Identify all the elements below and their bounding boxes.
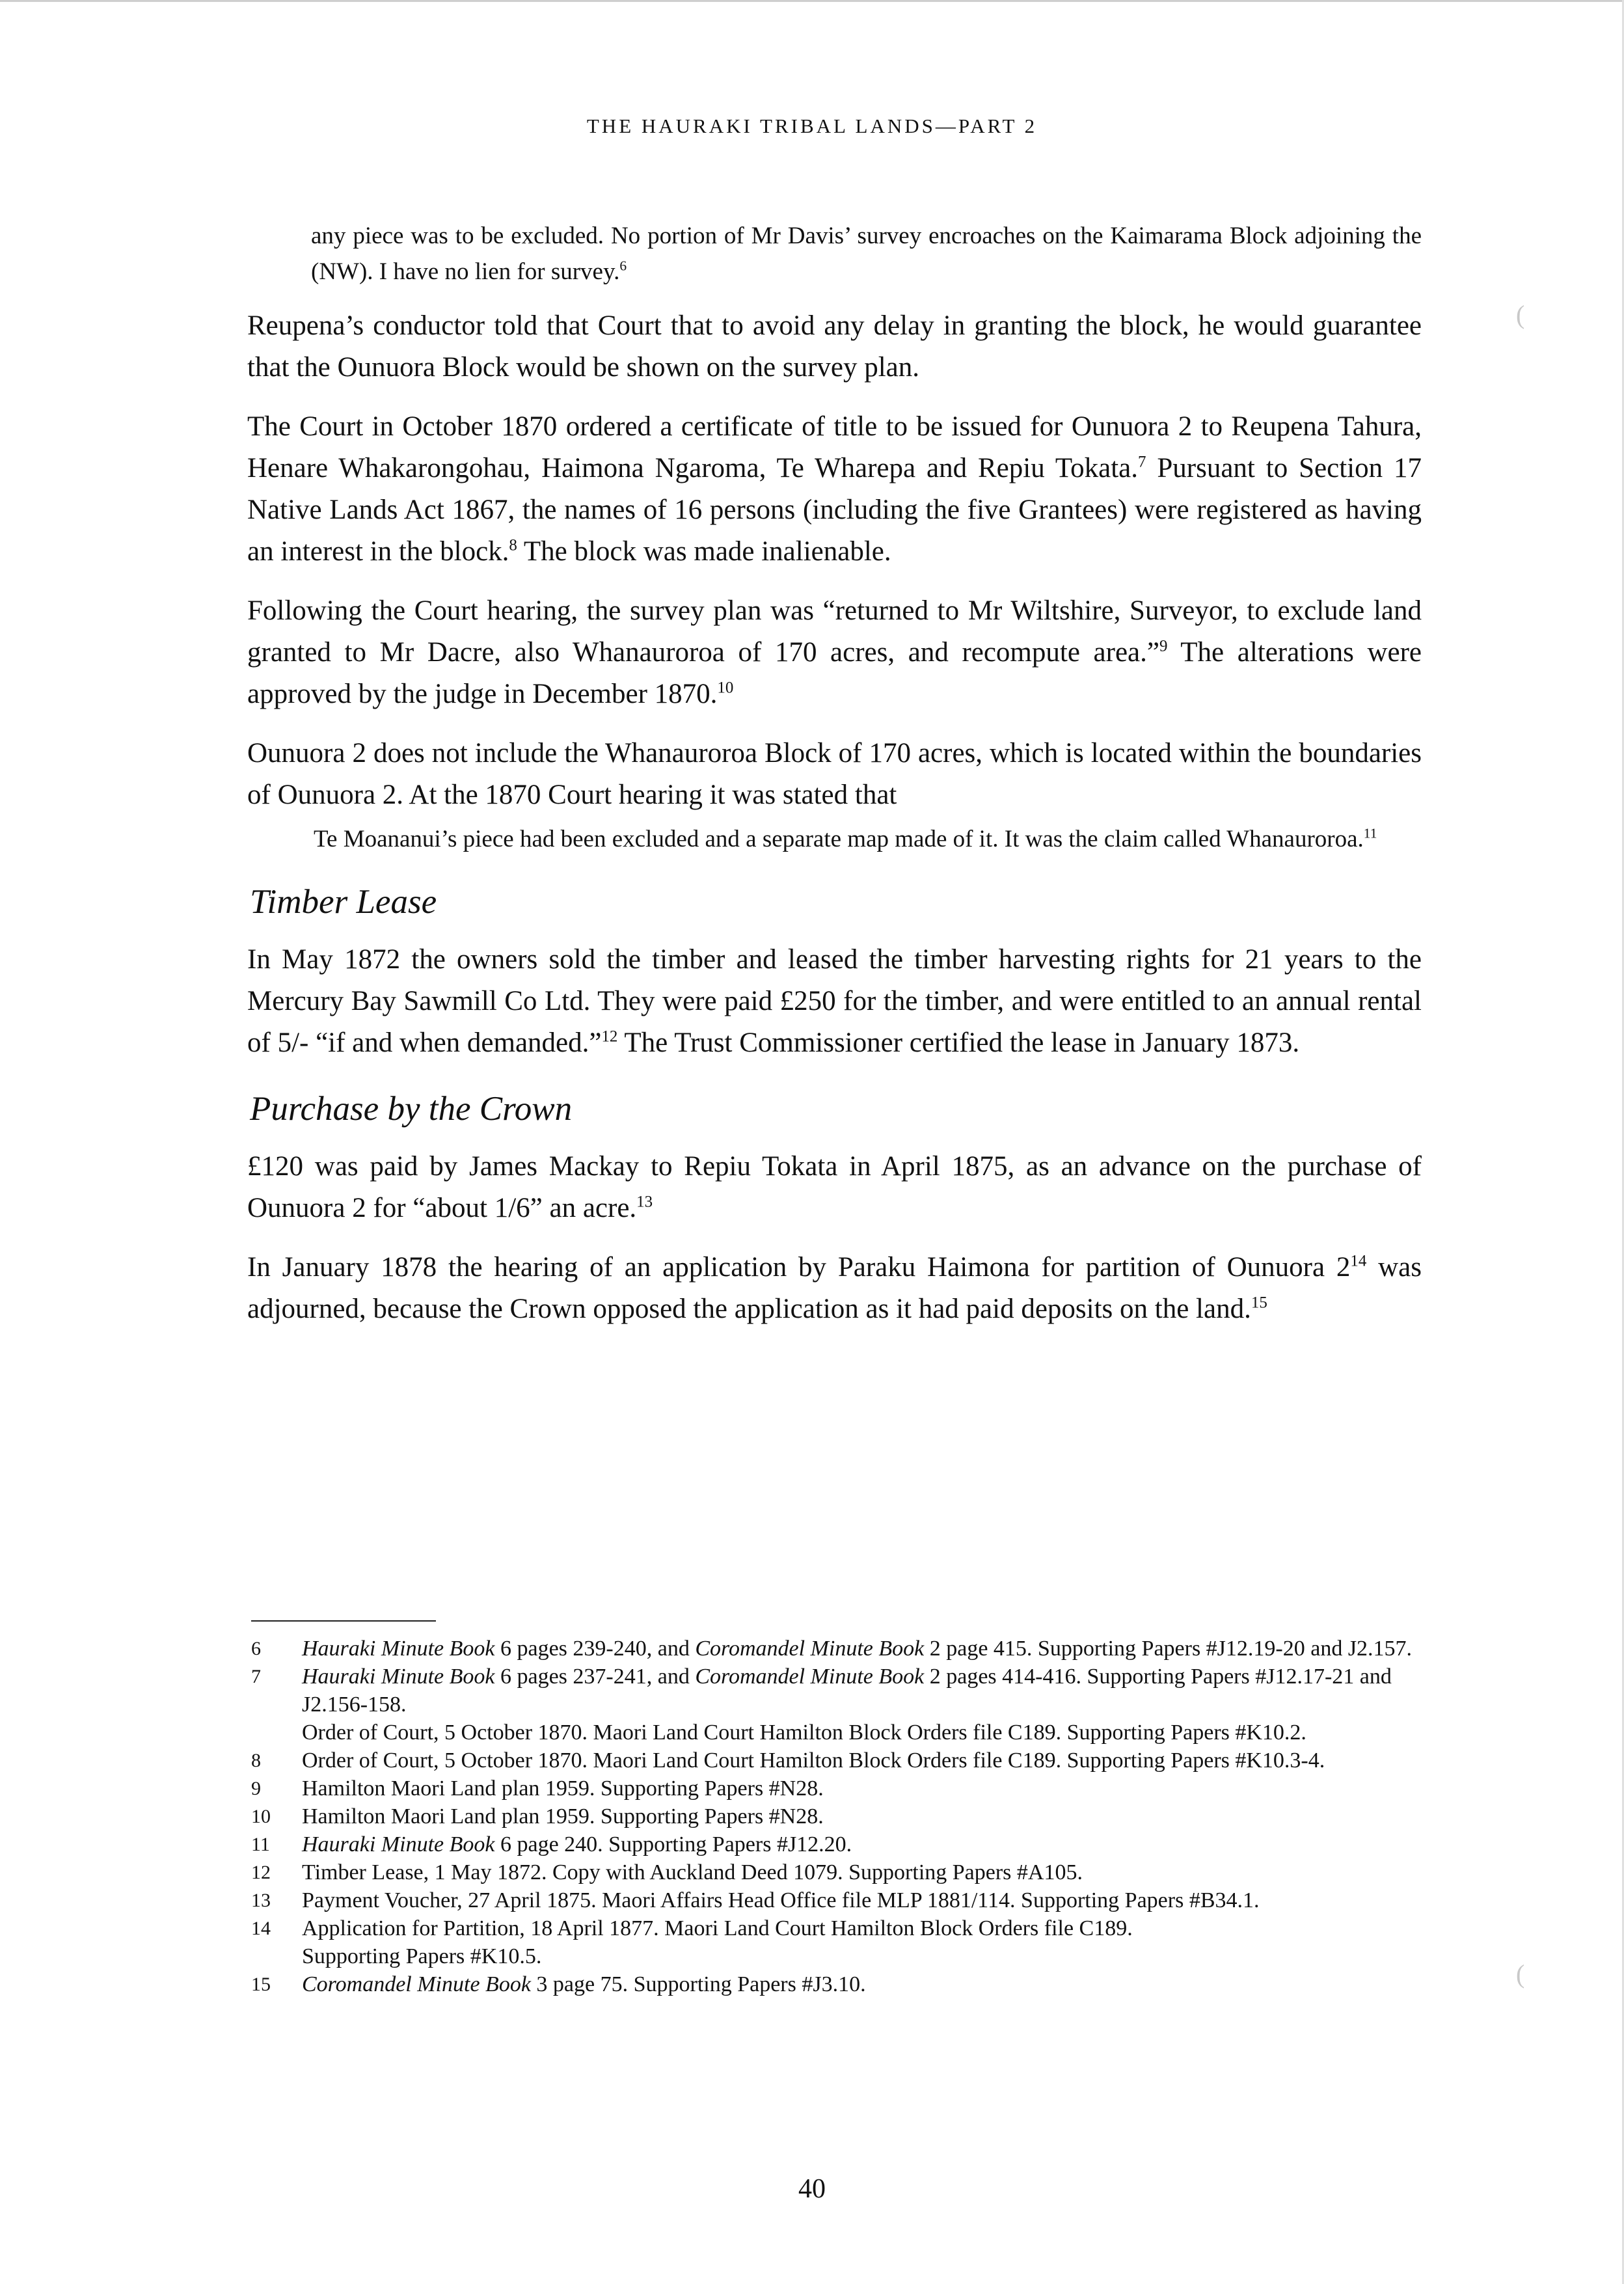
footnote-text: Payment Voucher, 27 April 1875. Maori Affairs Head Office file MLP 1881/114. Supporting Papers #B34.1. bbox=[302, 1888, 1260, 1912]
footnote-ref: 9 bbox=[1159, 637, 1168, 655]
paragraph-text: The Trust Commissioner certified the lease in January 1873. bbox=[617, 1027, 1300, 1058]
scan-mark: ( bbox=[1516, 1959, 1525, 1989]
footnote-text bbox=[302, 1830, 1422, 1858]
paragraph bbox=[247, 406, 1422, 573]
footnote-number: 10 bbox=[251, 1806, 271, 1827]
footnote-ref: 10 bbox=[717, 679, 734, 697]
footnote-text: Application for Partition, 18 April 1877. Maori Land Court Hamilton Block Orders file C189. bbox=[302, 1916, 1133, 1940]
footnote-title: Coromandel Minute Book bbox=[695, 1665, 925, 1689]
footnote-number: 6 bbox=[251, 1638, 261, 1659]
footnote-text: Timber Lease, 1 May 1872. Copy with Auckland Deed 1079. Supporting Papers #A105. bbox=[302, 1860, 1083, 1884]
block-quote bbox=[247, 218, 1422, 290]
footnote-body: 6 page 240. Supporting Papers #J12.20. bbox=[494, 1832, 852, 1856]
footnote-title: Hauraki Minute Book bbox=[302, 1832, 495, 1856]
footnote-ref: 15 bbox=[1251, 1294, 1267, 1312]
footnote-text bbox=[302, 1635, 1422, 1663]
footnote-number: 9 bbox=[251, 1778, 261, 1799]
footnote bbox=[251, 1635, 1422, 1663]
footnote-number: 8 bbox=[251, 1750, 261, 1771]
paragraph-text: The block was made inalienable. bbox=[517, 536, 891, 567]
footnote-number: 13 bbox=[251, 1890, 271, 1911]
footnote-ref: 7 bbox=[1137, 453, 1146, 471]
footnote-text: Hamilton Maori Land plan 1959. Supporting Papers #N28. bbox=[302, 1804, 824, 1829]
paragraph: Ounuora 2 does not include the Whanauroroa Block of 170 acres, which is located within the boundaries of Ounuora 2. At the 1870 Court hearing it was stated that bbox=[247, 738, 1422, 810]
footnote-body: 2 pages 414-416. Supporting Papers #J12.17-21 and J2.156-158. bbox=[302, 1665, 1392, 1717]
footnote-title: Coromandel Minute Book bbox=[695, 1637, 925, 1661]
footnote-number: 12 bbox=[251, 1862, 271, 1883]
footnote-text bbox=[302, 1663, 1422, 1719]
scan-mark: ( bbox=[1516, 300, 1525, 329]
footnote-number: 15 bbox=[251, 1974, 271, 1995]
footnote bbox=[251, 1830, 1422, 1858]
main-text bbox=[247, 218, 1422, 1348]
quote-text: any piece was to be excluded. No portion of Mr Davis’ survey encroaches on the Kaimarama Block adjoining the (NW). I have no lien for survey. bbox=[311, 223, 1422, 285]
footnote-number: 14 bbox=[251, 1918, 271, 1939]
block-quote bbox=[247, 821, 1422, 857]
footnote-title: Hauraki Minute Book bbox=[302, 1637, 495, 1661]
footnotes bbox=[251, 1635, 1422, 1998]
footnote bbox=[251, 1747, 1422, 1774]
footnote-body: 3 page 75. Supporting Papers #J3.10. bbox=[530, 1972, 866, 1996]
page-edge-top bbox=[0, 0, 1624, 2]
paragraph bbox=[247, 1247, 1422, 1330]
footnote-body: 2 page 415. Supporting Papers #J12.19-20 and J2.157. bbox=[924, 1637, 1413, 1661]
quote-text: Te Moananui’s piece had been excluded and a separate map made of it. It was the claim called Whanauroroa. bbox=[314, 826, 1364, 852]
paragraph bbox=[247, 590, 1422, 715]
paragraph bbox=[247, 939, 1422, 1064]
footnote-number: 7 bbox=[251, 1666, 261, 1687]
footnote-text: Hamilton Maori Land plan 1959. Supporting Papers #N28. bbox=[302, 1776, 824, 1801]
paragraph: Reupena’s conductor told that Court that to avoid any delay in granting the block, he would guarantee that the Ounuora Block would be shown on the survey plan. bbox=[247, 310, 1422, 383]
footnote-body: 6 pages 239-240, and bbox=[494, 1637, 696, 1661]
footnote bbox=[251, 1970, 1422, 1998]
footnote-continuation: Supporting Papers #K10.5. bbox=[302, 1944, 542, 1968]
paragraph-text: Following the Court hearing, the survey plan was “returned to Mr Wiltshire, Surveyor, to exclude land granted to Mr Dacre, also Whanauroroa of 170 acres, and recompute area.” bbox=[247, 595, 1422, 668]
footnote-continuation: Order of Court, 5 October 1870. Maori Land Court Hamilton Block Orders file C189. Supporting Papers #K10.2. bbox=[302, 1720, 1306, 1745]
paragraph bbox=[247, 1146, 1422, 1229]
footnote-body: 6 pages 237-241, and bbox=[494, 1665, 696, 1689]
paragraph-text: The alterations were approved by the judge in December 1870. bbox=[247, 637, 1422, 709]
footnote-title: Coromandel Minute Book bbox=[302, 1972, 531, 1996]
footnote-ref: 12 bbox=[601, 1027, 618, 1046]
footnote-rule bbox=[251, 1620, 436, 1622]
footnote-ref: 13 bbox=[636, 1193, 653, 1211]
page-number: 40 bbox=[798, 2174, 826, 2204]
footnote bbox=[251, 1802, 1422, 1830]
section-heading-purchase: Purchase by the Crown bbox=[250, 1090, 573, 1128]
paragraph-text: Pursuant to Section 17 Native Lands Act 1867, the names of 16 persons (including the five Grantees) were registered as having an interest in the block. bbox=[247, 453, 1422, 567]
section-heading-timber-lease: Timber Lease bbox=[250, 883, 437, 921]
paragraph-text: was adjourned, because the Crown opposed the application as it had paid deposits on the land. bbox=[247, 1252, 1422, 1324]
paragraph-text: In January 1878 the hearing of an application by Paraku Haimona for partition of Ounuora 2 bbox=[247, 1252, 1351, 1283]
footnote-number: 11 bbox=[251, 1834, 270, 1855]
footnote-ref: 8 bbox=[509, 536, 517, 554]
footnote bbox=[251, 1858, 1422, 1886]
footnote bbox=[251, 1886, 1422, 1914]
running-head: THE HAURAKI TRIBAL LANDS—PART 2 bbox=[586, 115, 1038, 137]
footnote-ref: 6 bbox=[619, 258, 627, 274]
paragraph-text: In May 1872 the owners sold the timber and leased the timber harvesting rights for 21 years to the Mercury Bay Sawmill Co Ltd. They were paid £250 for the timber, and were entitled to an annual rental of 5/- “if and when demanded.” bbox=[247, 944, 1422, 1058]
footnote bbox=[251, 1774, 1422, 1802]
footnote bbox=[251, 1663, 1422, 1719]
footnote-ref: 14 bbox=[1350, 1252, 1367, 1270]
paragraph-text: The Court in October 1870 ordered a certificate of title to be issued for Ounuora 2 to Reupena Tahura, Henare Whakarongohau, Haimona Ngaroma, Te Wharepa and Repiu Tokata. bbox=[247, 411, 1422, 483]
footnote-text bbox=[302, 1970, 1422, 1998]
footnote-text: Order of Court, 5 October 1870. Maori Land Court Hamilton Block Orders file C189. Supporting Papers #K10.3-4. bbox=[302, 1748, 1325, 1773]
footnote-title: Hauraki Minute Book bbox=[302, 1665, 495, 1689]
footnote-ref: 11 bbox=[1363, 825, 1377, 841]
footnote bbox=[251, 1914, 1422, 1942]
paragraph-text: £120 was paid by James Mackay to Repiu Tokata in April 1875, as an advance on the purchase of Ounuora 2 for “about 1/6” an acre. bbox=[247, 1151, 1422, 1223]
